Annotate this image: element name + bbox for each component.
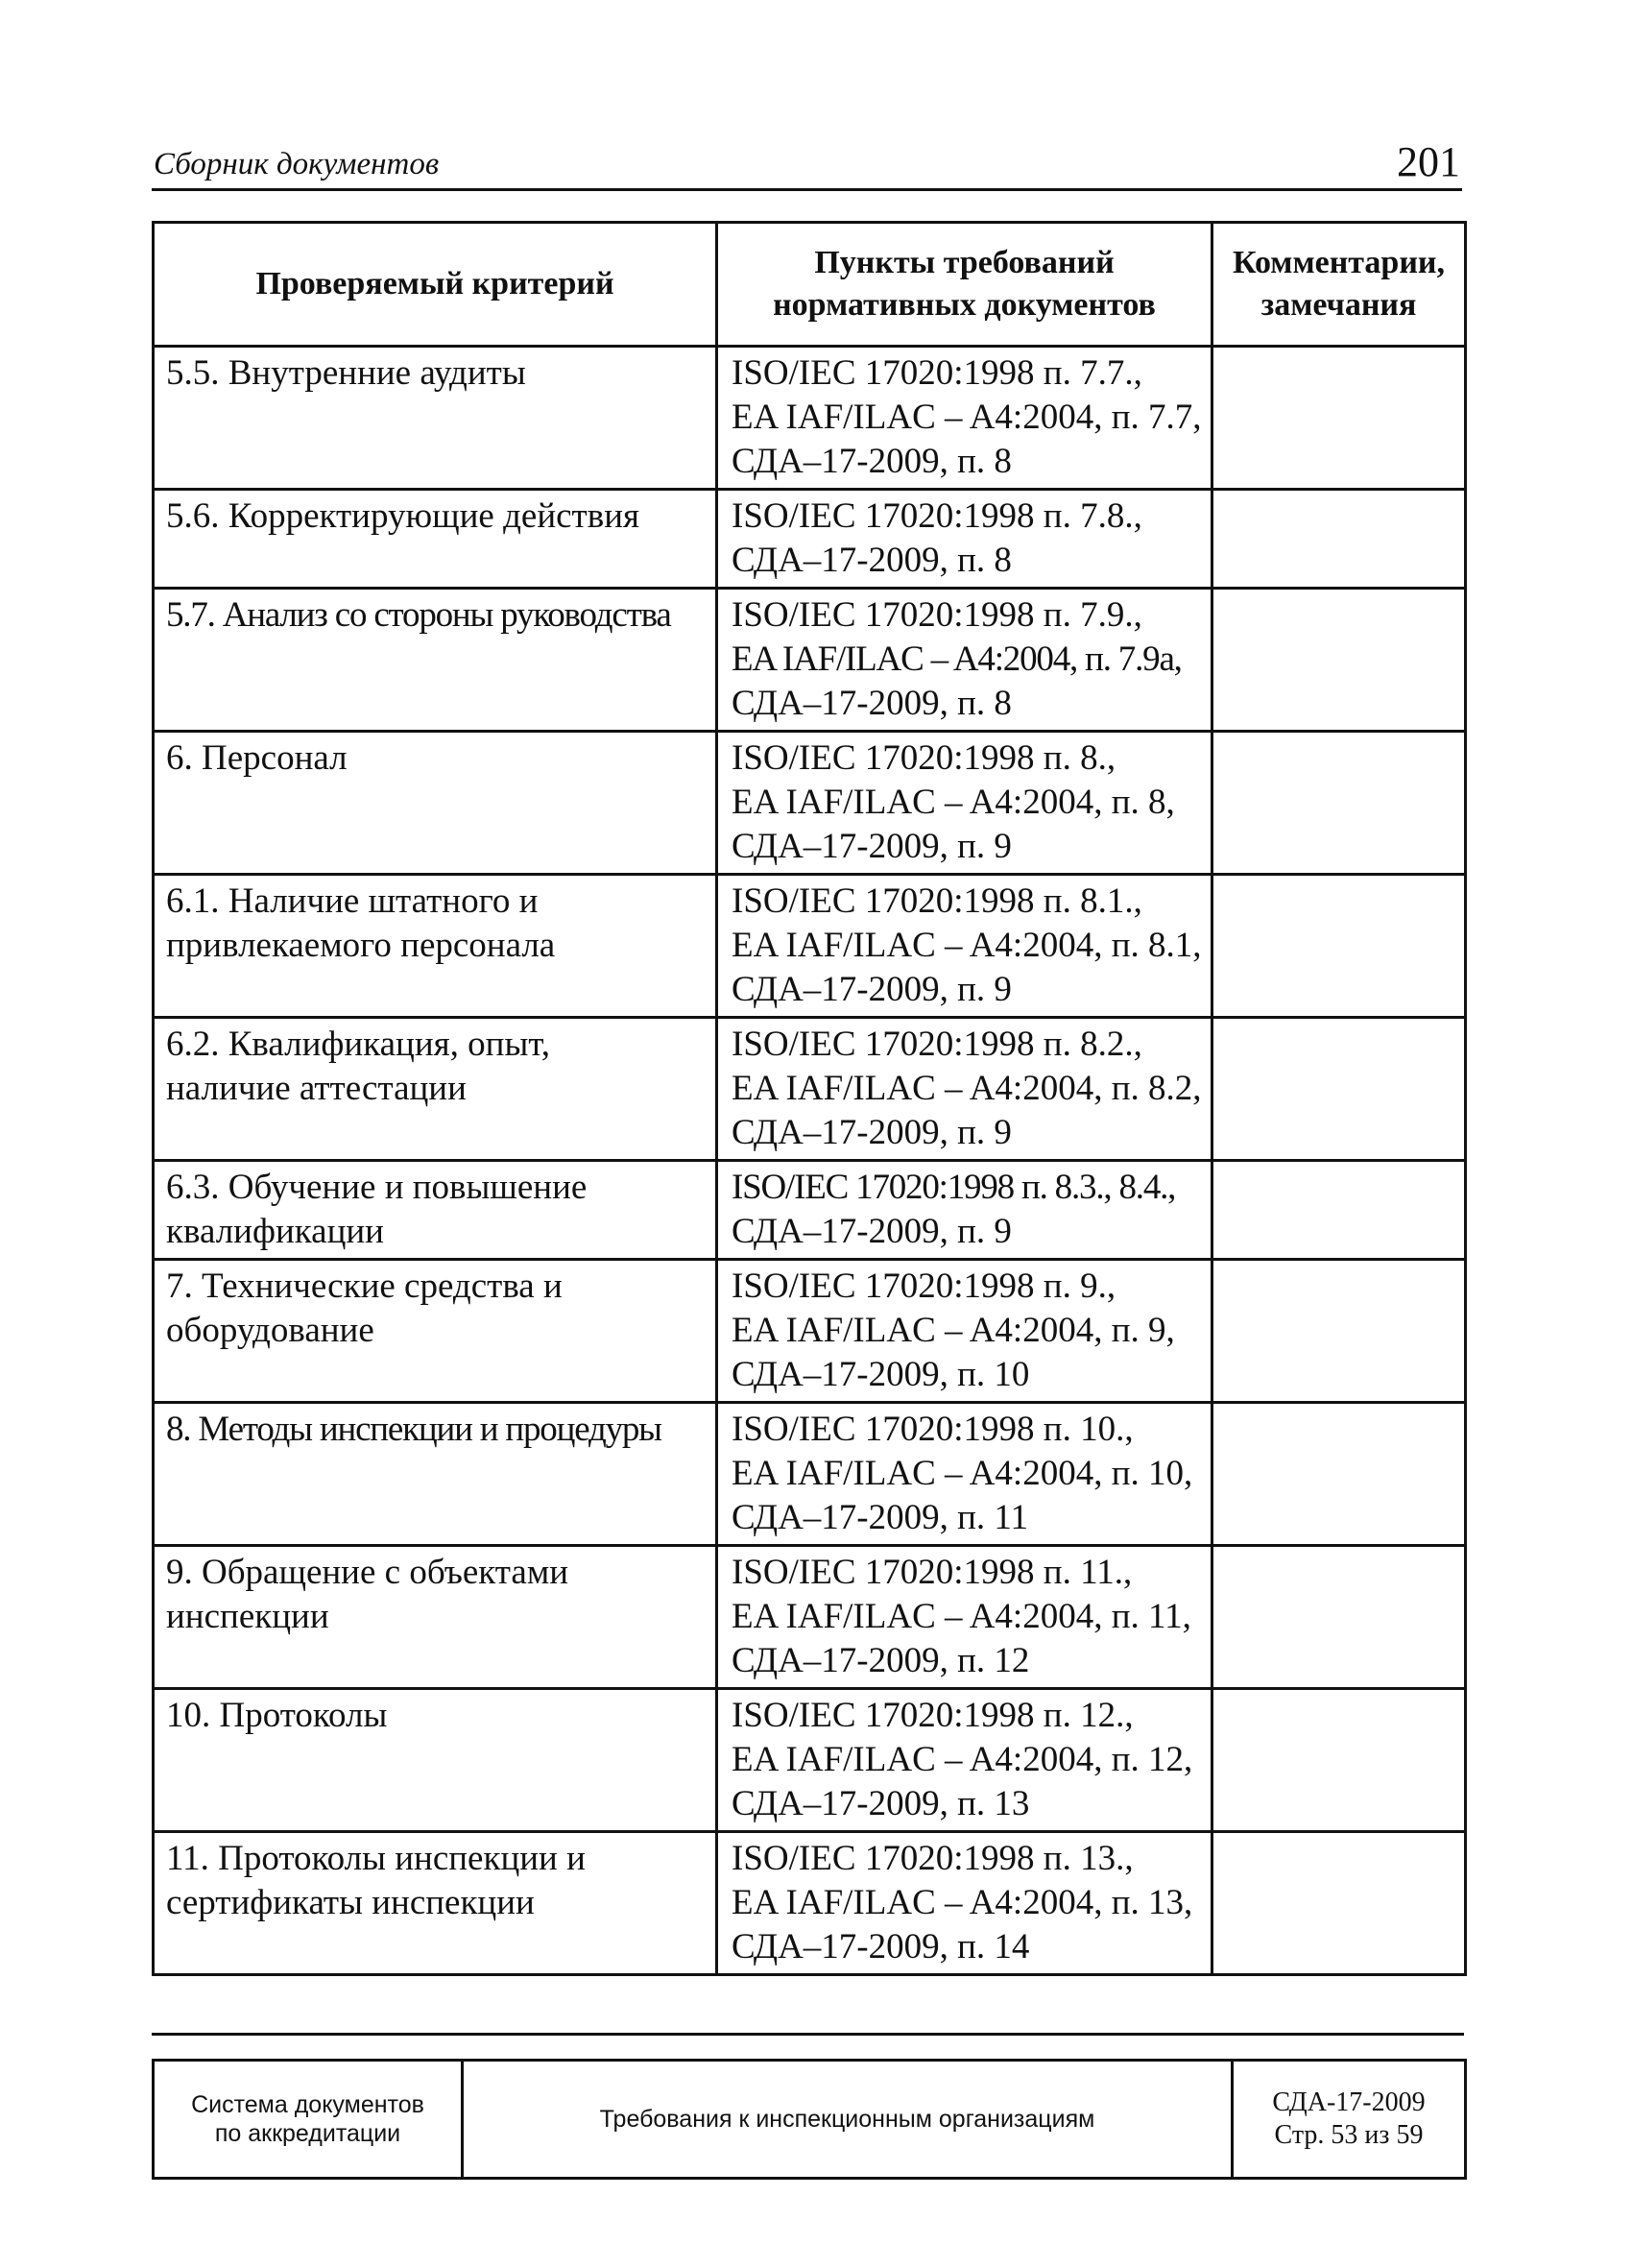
table-row [154,1018,1466,1161]
requirement-reference: СДА–17-2009, п. 10 [732,1355,1030,1394]
requirements-cell [717,1832,1212,1975]
requirement-reference: СДА–17-2009, п. 14 [732,1927,1030,1966]
criterion-text: 11. Протоколы инспекции и [166,1839,586,1878]
criterion-cell [154,490,717,589]
criterion-cell [154,1403,717,1546]
criterion-text: 5.7. Анализ со стороны руководства [166,595,671,635]
requirements-cell [717,589,1212,732]
requirements-cell [717,1161,1212,1260]
criterion-text: 6. Персонал [166,738,348,778]
requirement-reference: EA IAF/ILAC – A4:2004, п. 10, [732,1454,1193,1493]
criterion-text: сертификаты инспекции [166,1883,535,1922]
requirement-reference: ISO/IEC 17020:1998 п. 13., [732,1839,1134,1878]
requirement-reference: ISO/IEC 17020:1998 п. 8.1., [732,881,1142,921]
requirement-reference: EA IAF/ILAC – A4:2004, п. 7.7, [732,398,1202,437]
criterion-text: 9. Обращение с объектами [166,1553,569,1592]
collection-title: Сборник документов [154,147,440,181]
requirement-reference: СДА–17-2009, п. 8 [732,684,1012,723]
criterion-text: квалификации [166,1212,384,1251]
comment-cell [1212,1689,1466,1832]
table-row [154,1403,1466,1546]
criterion-text: 7. Технические средства и [166,1267,563,1306]
page-number: 201 [1397,138,1460,185]
criterion-text: 6.1. Наличие штатного и [166,881,539,921]
criterion-cell [154,1161,717,1260]
requirement-reference: ISO/IEC 17020:1998 п. 12., [732,1696,1134,1735]
comment-cell [1212,490,1466,589]
table-row [154,1260,1466,1403]
criterion-cell [154,732,717,875]
table-row [154,589,1466,732]
criterion-text: 5.6. Корректирующие действия [166,496,640,536]
criterion-text: 8. Методы инспекции и процедуры [166,1410,661,1449]
criterion-cell [154,1832,717,1975]
table-row [154,1546,1466,1689]
requirement-reference: СДА–17-2009, п. 9 [732,970,1012,1009]
comment-cell [1212,1260,1466,1403]
requirement-reference: ISO/IEC 17020:1998 п. 9., [732,1267,1116,1306]
criterion-text: оборудование [166,1311,374,1350]
requirement-reference: EA IAF/ILAC – A4:2004, п. 9, [732,1311,1175,1350]
requirements-cell [717,347,1212,490]
comment-cell [1212,1161,1466,1260]
requirements-cell [717,1403,1212,1546]
criterion-text: привлекаемого персонала [166,926,556,965]
criterion-text: 5.5. Внутренние аудиты [166,353,526,393]
comment-cell [1212,732,1466,875]
criterion-cell [154,1018,717,1161]
requirement-reference: EA IAF/ILAC – A4:2004, п. 8, [732,783,1175,822]
requirement-reference: СДА–17-2009, п. 9 [732,1113,1012,1152]
requirement-reference: ISO/IEC 17020:1998 п. 7.8., [732,496,1142,536]
criterion-text: 10. Протоколы [166,1696,388,1735]
requirement-reference: ISO/IEC 17020:1998 п. 7.7., [732,353,1142,393]
footer-divider [152,2033,1464,2036]
requirements-cell [717,1260,1212,1403]
criterion-cell [154,347,717,490]
footer-document-code: СДА-17-2009 Стр. 53 из 59 [1233,2061,1466,2179]
comment-cell [1212,1832,1466,1975]
footer-system-name: Система документов по аккредитации [154,2061,463,2179]
comment-cell [1212,589,1466,732]
criterion-cell [154,875,717,1018]
criterion-cell [154,1260,717,1403]
comment-cell [1212,1546,1466,1689]
requirement-reference: ISO/IEC 17020:1998 п. 7.9., [732,595,1142,635]
requirements-cell [717,1018,1212,1161]
requirement-reference: СДА–17-2009, п. 12 [732,1641,1030,1680]
criterion-cell [154,1546,717,1689]
requirement-reference: EA IAF/ILAC – A4:2004, п. 13, [732,1883,1193,1922]
footer-document-title: Требования к инспекционным организациям [463,2061,1233,2179]
requirements-cell [717,1689,1212,1832]
table-row [154,347,1466,490]
requirements-cell [717,875,1212,1018]
column-header-requirements: Пункты требований нормативных документов [717,223,1212,347]
criteria-table [152,221,1467,1976]
criterion-cell [154,589,717,732]
comment-cell [1212,1018,1466,1161]
requirement-reference: СДА–17-2009, п. 8 [732,442,1012,481]
table-row [154,1689,1466,1832]
criterion-text: 6.2. Квалификация, опыт, [166,1025,550,1064]
requirements-cell [717,1546,1212,1689]
requirement-reference: СДА–17-2009, п. 9 [732,827,1012,866]
requirement-reference: ISO/IEC 17020:1998 п. 8.3., 8.4., [732,1168,1176,1207]
requirement-reference: СДА–17-2009, п. 11 [732,1498,1029,1537]
footer-stamp [152,2059,1467,2180]
requirement-reference: ISO/IEC 17020:1998 п. 8.2., [732,1025,1142,1064]
requirement-reference: EA IAF/ILAC – A4:2004, п. 7.9а, [732,639,1182,679]
requirement-reference: СДА–17-2009, п. 9 [732,1212,1012,1251]
comment-cell [1212,1403,1466,1546]
running-header [152,138,1462,191]
requirement-reference: EA IAF/ILAC – A4:2004, п. 11, [732,1597,1191,1636]
criterion-text: наличие аттестации [166,1069,467,1108]
requirement-reference: ISO/IEC 17020:1998 п. 11., [732,1553,1133,1592]
comment-cell [1212,347,1466,490]
requirement-reference: СДА–17-2009, п. 8 [732,541,1012,580]
requirement-reference: ISO/IEC 17020:1998 п. 10., [732,1410,1134,1449]
criterion-text: инспекции [166,1597,329,1636]
requirement-reference: EA IAF/ILAC – A4:2004, п. 8.2, [732,1069,1202,1108]
table-header-row [154,223,1466,347]
criterion-cell [154,1689,717,1832]
criterion-text: 6.3. Обучение и повышение [166,1168,588,1207]
table-row [154,1832,1466,1975]
requirement-reference: ISO/IEC 17020:1998 п. 8., [732,738,1116,778]
table-row [154,875,1466,1018]
requirement-reference: СДА–17-2009, п. 13 [732,1784,1030,1823]
requirements-cell [717,490,1212,589]
requirements-cell [717,732,1212,875]
column-header-criterion: Проверяемый критерий [154,223,717,347]
table-row [154,1161,1466,1260]
requirement-reference: EA IAF/ILAC – A4:2004, п. 12, [732,1740,1193,1779]
table-row [154,490,1466,589]
column-header-comments: Комментарии, замечания [1212,223,1466,347]
requirement-reference: EA IAF/ILAC – A4:2004, п. 8.1, [732,926,1202,965]
comment-cell [1212,875,1466,1018]
table-row [154,732,1466,875]
